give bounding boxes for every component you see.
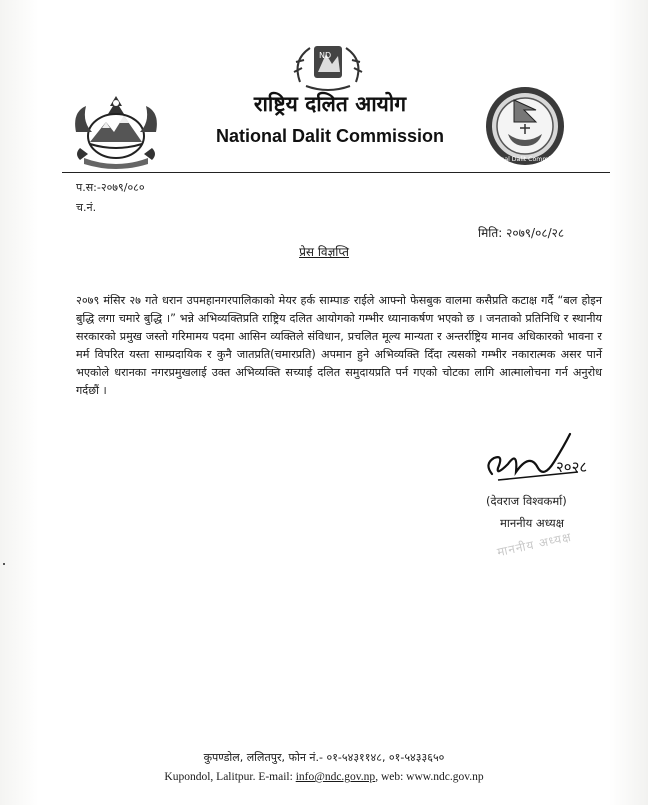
commission-emblem-icon	[282, 36, 374, 96]
signer-title: माननीय अध्यक्ष	[500, 516, 564, 530]
seal-text: National Dalit Commission	[484, 156, 566, 163]
reference-number: प.स:-२०७९/०८०	[76, 181, 145, 194]
letter-date: मिति: २०७९/०८/२८	[478, 226, 565, 240]
footer-contact-english	[0, 771, 648, 783]
official-stamp-text: माननीय अध्यक्ष	[495, 529, 573, 560]
svg-text:ND: ND	[319, 51, 332, 60]
nepal-coat-of-arms-icon	[66, 92, 166, 172]
press-release-body: २०७९ मंसिर २७ गते धरान उपमहानगरपालिकाको मेयर हर्क साम्पाङ राईले आफ्नो फेसबुक वालमा कसैप्रति कटाक्ष गर्दै “बल होइन बुद्धि लगा चमारे बुद्धि ।” भन्ने अभिव्यक्तिप्रति राष्ट्रिय दलित आयोगको गम्भीर ध्यानाकर्षण भएको छ । जनताको प्रतिनिधि र स्थानीय सरकारको प्रमुख जस्तो गरिमामय पदमा आसिन व्यक्तिले संविधान, प्रचलित मूल्य मान्यता र अन्तर्राष्ट्रिय मानव अधिकारको भावना र मर्म विपरित यस्ता साम्प्रदायिक र कुनै जातप्रति(चमारप्रति) अपमान हुने अभिव्यक्ति दिँदा त्यसको गम्भीर नकारात्मक असर पार्ने भएकोले धरानका नगरप्रमुखलाई उक्त अभिव्यक्ति सच्याई दलित समुदायप्रति पर्न गएको चोटका लागि आत्मालोचना गर्न अनुरोध गर्दछौं ।	[76, 294, 602, 398]
header-divider	[62, 172, 610, 173]
scan-speck	[3, 563, 5, 565]
email-link[interactable]: info@ndc.gov.np	[295, 771, 376, 783]
footer-web-label: , web:	[375, 771, 407, 783]
commission-name-nepali: राष्ट्रिय दलित आयोग	[253, 92, 407, 116]
commission-name-english: National Dalit Commission	[215, 126, 445, 146]
footer-address-nepali: कुपण्डोल, ललितपुर, फोन नं.- ०१-५४३११४८, ०१-५४३३६५०	[203, 751, 445, 764]
footer-address-english: Kupondol, Lalitpur. E-mail:	[164, 771, 296, 783]
website-link[interactable]: www.ndc.gov.np	[406, 771, 484, 783]
signer-name: (देवराज विश्वकर्मा)	[486, 494, 567, 508]
national-dalit-commission-seal-icon	[484, 84, 566, 168]
signature-date: २०२८	[556, 458, 588, 476]
heading-text: प्रेस विज्ञप्ति	[299, 245, 349, 259]
dispatch-number: च.नं.	[76, 201, 97, 214]
handwritten-signature	[478, 428, 608, 490]
press-release-heading	[0, 243, 648, 260]
